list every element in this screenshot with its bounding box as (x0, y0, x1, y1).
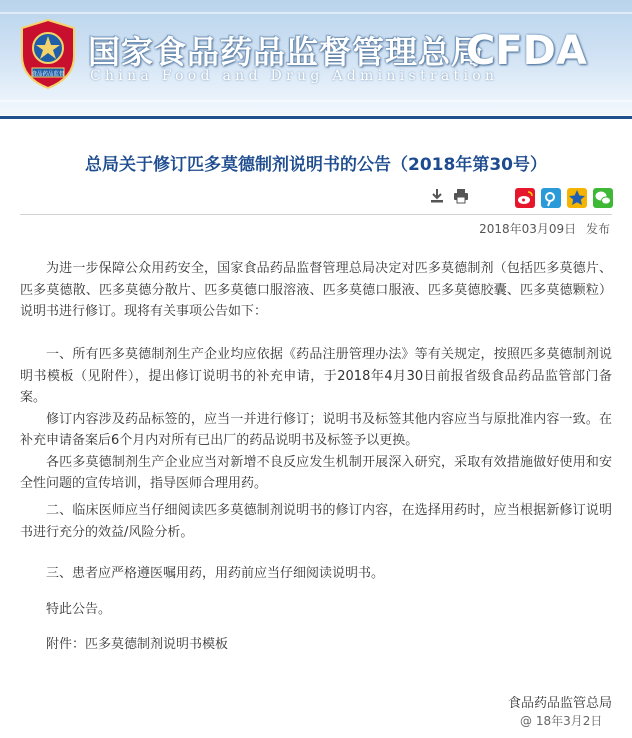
article-body-closing (20, 599, 612, 621)
paragraph-item-1: 一、所有匹多莫德制剂生产企业均应依据《药品注册管理办法》等有关规定，按照匹多莫德制剂说明书模板（见附件），提出修订说明书的补充申请，于2018年4月30日前报省级食品药品监管部门备案。 (20, 347, 612, 405)
emblem-label: 食品药品监督 (31, 71, 65, 78)
article-body (20, 258, 612, 323)
site-banner (0, 0, 632, 115)
weibo-icon[interactable] (515, 188, 535, 208)
paragraph-item-1-research: 各匹多莫德制剂生产企业应当对新增不良反应发生机制开展深入研究，采取有效措施做好使用和安全性问题的宣传培训，指导医师合理用药。 (20, 454, 612, 491)
emblem-icon[interactable] (18, 18, 78, 90)
paragraph-item-2: 二、临床医师应当仔细阅读匹多莫德制剂说明书的修订内容，在选择用药时，应当根据新修订说明书进行充分的效益/风险分析。 (20, 503, 612, 540)
article-body-section-2 (20, 500, 612, 543)
article-body-section-3 (20, 563, 612, 585)
banner-stripe (0, 100, 632, 102)
site-title: 国家食品药品监督管理总局 (88, 33, 485, 71)
wechat-icon[interactable] (593, 188, 613, 208)
article-title: 总局关于修订匹多莫德制剂说明书的公告（2018年第30号） (85, 155, 547, 175)
header-rule (0, 116, 632, 119)
paragraph-item-1-labels: 修订内容涉及药品标签的，应当一并进行修订；说明书及标签其他内容应当与原批准内容一致。在补充申请备案后6个月内对所有已出厂的药品说明书及标签予以更换。 (20, 411, 612, 448)
signature: 食品药品监管总局 (507, 696, 612, 711)
paragraph-closing: 特此公告。 (46, 602, 112, 617)
qzone-icon[interactable] (567, 188, 587, 208)
cfda-logo[interactable]: CFDA (466, 28, 587, 74)
publish-label: 发布 (585, 222, 610, 236)
publish-date-line (479, 220, 610, 237)
download-icon[interactable] (428, 187, 446, 205)
site-subtitle-en: China Food and Drug Administration (90, 68, 499, 84)
banner-stripe (0, 12, 632, 14)
print-icon[interactable] (452, 187, 470, 205)
title-divider (20, 214, 612, 215)
paragraph-item-3: 三、患者应严格遵医嘱用药，用药前应当仔细阅读说明书。 (46, 566, 385, 581)
sign-date: @ 18年3月2日 (520, 714, 603, 728)
article-body-attachment (20, 634, 612, 656)
tencent-weibo-icon[interactable] (541, 188, 561, 208)
publish-date: 2018年03月09日 (479, 222, 577, 236)
article-body-section-1 (20, 344, 612, 495)
attachment-link[interactable]: 附件：匹多莫德制剂说明书模板 (46, 637, 229, 652)
paragraph-intro: 为进一步保障公众用药安全，国家食品药品监督管理总局决定对匹多莫德制剂（包括匹多莫德片、匹多莫德散、匹多莫德分散片、匹多莫德口服溶液、匹多莫德口服液、匹多莫德胶囊、匹多莫德颗粒）说明书进行修订。现将有关事项公告如下： (20, 261, 612, 319)
